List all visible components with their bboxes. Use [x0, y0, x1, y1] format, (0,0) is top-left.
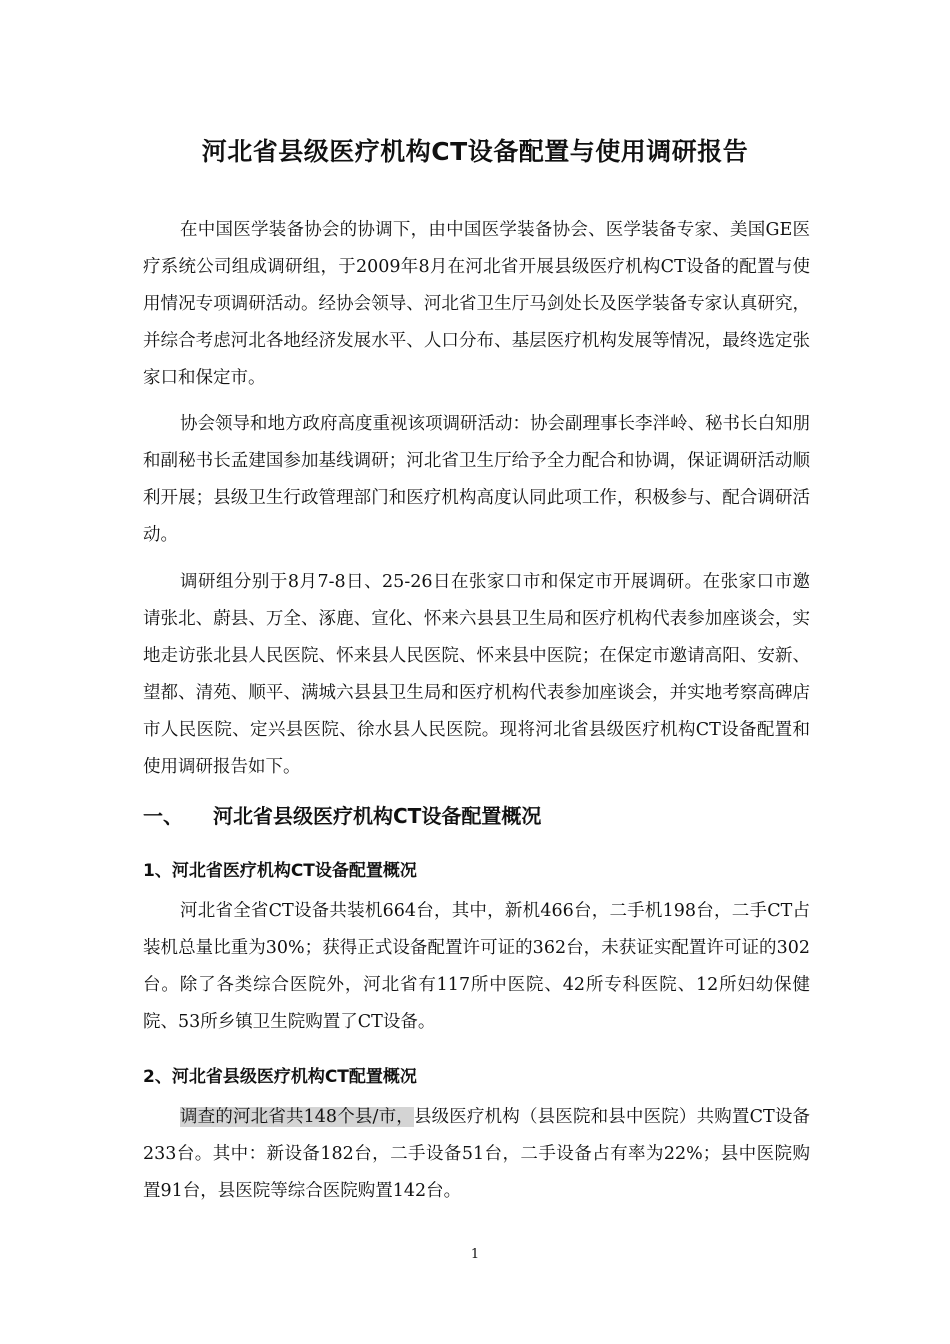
subsection-1-heading: 1、河北省医疗机构CT设备配置概况 [143, 861, 417, 881]
intro-paragraph-1: 在中国医学装备协会的协调下，由中国医学装备协会、医学装备专家、美国GE医疗系统公司组成调研组，于2009年8月在河北省开展县级医疗机构CT设备的配置与使用情况专项调研活动。经协会领导、河北省卫生厅马剑处长及医学装备专家认真研究，并综合考虑河北各地经济发展水平、人口分布、基层医疗机构发展等情况，最终选定张家口和保定市。 [143, 220, 810, 388]
subsection-1-paragraph: 河北省全省CT设备共装机664台，其中，新机466台，二手机198台，二手CT占装机总量比重为30%；获得正式设备配置许可证的362台，未获证实配置许可证的302台。除了各类综合医院外，河北省有117所中医院、42所专科医院、12所妇幼保健院、53所乡镇卫生院购置了CT设备。 [143, 901, 810, 1032]
section-1-title: 河北省县级医疗机构CT设备配置概况 [213, 804, 542, 828]
intro-paragraph-3: 调研组分别于8月7-8日、25-26日在张家口市和保定市开展调研。在张家口市邀请张北、蔚县、万全、涿鹿、宣化、怀来六县县卫生局和医疗机构代表参加座谈会，实地走访张北县人民医院、怀来县人民医院、怀来县中医院；在保定市邀请高阳、安新、望都、清苑、顺平、满城六县县卫生局和医疗机构代表参加座谈会，并实地考察高碑店市人民医院、定兴县医院、徐水县人民医院。现将河北省县级医疗机构CT设备配置和使用调研报告如下。 [143, 572, 810, 777]
section-1-heading [143, 800, 541, 829]
subsection-2-heading: 2、河北省县级医疗机构CT配置概况 [143, 1067, 417, 1087]
subsection-2-text: 县级医疗机构（县医院和县中医院）共购置CT设备233台。其中：新设备182台，二手设备51台，二手设备占有率为22%；县中医院购置91台，县医院等综合医院购置142台。 [143, 1107, 810, 1201]
page-number: 1 [470, 1247, 480, 1262]
intro-paragraph-2: 协会领导和地方政府高度重视该项调研活动：协会副理事长李泮岭、秘书长白知朋和副秘书长孟建国参加基线调研；河北省卫生厅给予全力配合和协调，保证调研活动顺利开展；县级卫生行政管理部门和医疗机构高度认同此项工作，积极参与、配合调研活动。 [143, 414, 810, 545]
subsection-2-paragraph [143, 1099, 810, 1210]
highlighted-text: 调查的河北省共148个县/市， [180, 1107, 414, 1127]
report-title: 河北省县级医疗机构CT设备配置与使用调研报告 [201, 137, 749, 166]
section-1-number: 一、 [143, 804, 183, 828]
